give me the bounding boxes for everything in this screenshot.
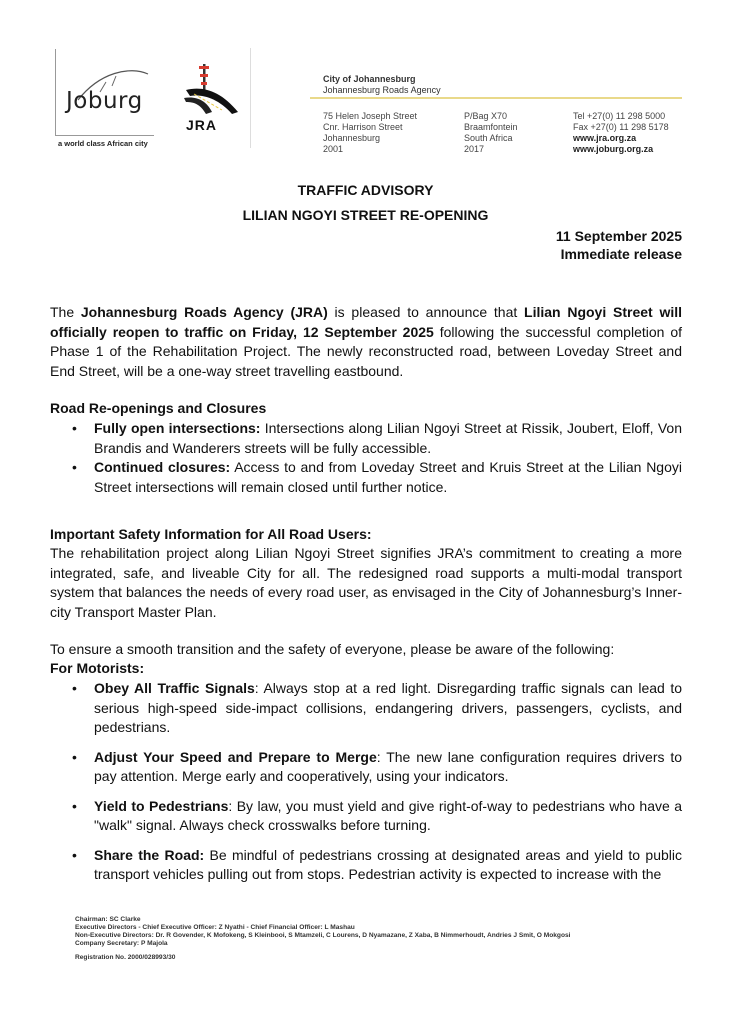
motorists-heading: For Motorists: bbox=[50, 660, 145, 676]
text-run-bold: Lilian Ngoyi Street will officially reopen to traffic on Friday, 12 September 2025 bbox=[50, 304, 682, 340]
website-link[interactable]: www.joburg.org.za bbox=[573, 144, 654, 154]
bullet-icon: • bbox=[72, 420, 77, 436]
bullet-icon: • bbox=[72, 748, 77, 765]
footer-non-executives: Non-Executive Directors: Dr. R Govender, K Mofokeng, S Kleinbooi, S Mtamzeli, C Lourens, D Nyamazane, Z Xaba, B Nimmerhoudt, Andries J Smit, O Mokgosi bbox=[75, 932, 571, 939]
footer-block bbox=[75, 916, 635, 962]
item-label: Share the Road: bbox=[94, 846, 205, 863]
fax-number: Fax +27(0) 11 298 5178 bbox=[573, 122, 669, 132]
text-run: following the successful completion of Phase 1 of the Rehabilitation Project. The newly reconstructed road, between Loveday Street and End Street, will be a one-way street travelling eastbound. bbox=[50, 323, 682, 379]
safety-paragraph: The rehabilitation project along Lilian Ngoyi Street signifies JRA’s commitment to creating a more integrated, safe, and liveable City for all. The redesigned road supports a multi-modal transport system that balances the needs of every road user, as envisaged in the City of Johannesburg’s Inner-city Transport Master Plan. bbox=[50, 545, 682, 620]
item-text: Intersections along Lilian Ngoyi Street at Rissik, Joubert, Eloff, Von Brandis and Wanderers streets will be fully accessible. bbox=[94, 420, 682, 456]
item-label: Adjust Your Speed and Prepare to Merge bbox=[94, 748, 377, 765]
address-line: Cnr. Harrison Street bbox=[323, 122, 403, 132]
text-run-bold: Johannesburg Roads Agency (JRA) bbox=[80, 304, 328, 320]
item-text: : Always stop at a red light. Disregarding traffic signals can lead to serious high-speed side-impact collisions, endangering drivers, passengers, cyclists, and pedestrians. bbox=[94, 680, 683, 735]
bullet-icon: • bbox=[72, 680, 77, 696]
bullet-icon: • bbox=[72, 846, 77, 863]
item-label: Fully open intersections: bbox=[94, 420, 261, 436]
postal-line: Braamfontein bbox=[464, 122, 518, 132]
transition-paragraph: To ensure a smooth transition and the safety of everyone, please be aware of the following: bbox=[50, 641, 615, 657]
release-date: 11 September 2025 bbox=[555, 228, 682, 244]
intro-paragraph bbox=[50, 303, 682, 381]
list-item bbox=[50, 679, 682, 738]
phone-number: Tel +27(0) 11 298 5000 bbox=[573, 111, 666, 121]
postal-block bbox=[464, 111, 518, 155]
list-item bbox=[50, 458, 682, 497]
reopenings-list bbox=[50, 419, 682, 497]
item-text: : The new lane configuration requires drivers to pay attention. Merge early and cooperatively, using your indicators. bbox=[94, 748, 682, 784]
list-item bbox=[50, 846, 682, 885]
org-line2: Johannesburg Roads Agency bbox=[323, 85, 441, 95]
header-rule bbox=[310, 97, 682, 99]
item-label: Obey All Traffic Signals bbox=[94, 680, 255, 696]
bullet-icon: • bbox=[72, 459, 77, 475]
item-label: Yield to Pedestrians bbox=[94, 797, 229, 814]
item-label: Continued closures: bbox=[94, 459, 231, 475]
header-divider bbox=[250, 48, 251, 148]
joburg-tagline: a world class African city bbox=[58, 139, 148, 148]
footer-chairman: Chairman: SC Clarke bbox=[75, 916, 141, 923]
section-heading-safety: Important Safety Information for All Road Users: bbox=[50, 526, 372, 542]
section-heading-reopenings: Road Re-openings and Closures bbox=[50, 400, 267, 416]
list-item bbox=[50, 797, 682, 836]
release-type: Immediate release bbox=[560, 246, 682, 262]
document-title: LILIAN NGOYI STREET RE-OPENING bbox=[242, 207, 489, 223]
postal-line: P/Bag X70 bbox=[464, 111, 508, 121]
address-line: 2001 bbox=[323, 144, 344, 154]
item-text: Be mindful of pedestrians crossing at designated areas and yield to public transport vehicles pulling out from stops. Pedestrian activity is expected to increase with the bbox=[94, 846, 682, 882]
footer-secretary: Company Secretary: P Majola bbox=[75, 940, 168, 947]
postal-line: South Africa bbox=[464, 133, 513, 143]
item-text: : By law, you must yield and give right-of-way to pedestrians who have a "walk" signal. Always check crosswalks before turning. bbox=[94, 797, 682, 833]
list-item bbox=[50, 419, 682, 458]
text-run: is pleased to announce that bbox=[327, 304, 525, 320]
document-type: TRAFFIC ADVISORY bbox=[297, 182, 434, 198]
postal-line: 2017 bbox=[464, 144, 485, 154]
address-block bbox=[323, 111, 417, 155]
joburg-logo-text: Joburg bbox=[66, 88, 143, 114]
item-text: Access to and from Loveday Street and Kruis Street at the Lilian Ngoyi Street intersections will remain closed until further notice. bbox=[94, 459, 682, 495]
contact-block bbox=[573, 111, 669, 155]
address-line: Johannesburg bbox=[323, 133, 381, 143]
website-link[interactable]: www.jra.org.za bbox=[573, 133, 637, 143]
footer-registration: Registration No. 2000/028993/30 bbox=[75, 954, 176, 961]
address-line: 75 Helen Joseph Street bbox=[323, 111, 418, 121]
footer-executives: Executive Directors - Chief Executive Officer: Z Nyathi - Chief Financial Officer: L Mashau bbox=[75, 924, 355, 931]
list-item bbox=[50, 748, 682, 787]
jra-logo-text: JRA bbox=[186, 117, 218, 133]
text-run: The bbox=[50, 304, 81, 320]
bullet-icon: • bbox=[72, 797, 77, 814]
org-line1: City of Johannesburg bbox=[323, 74, 416, 84]
motorists-list bbox=[50, 679, 682, 885]
